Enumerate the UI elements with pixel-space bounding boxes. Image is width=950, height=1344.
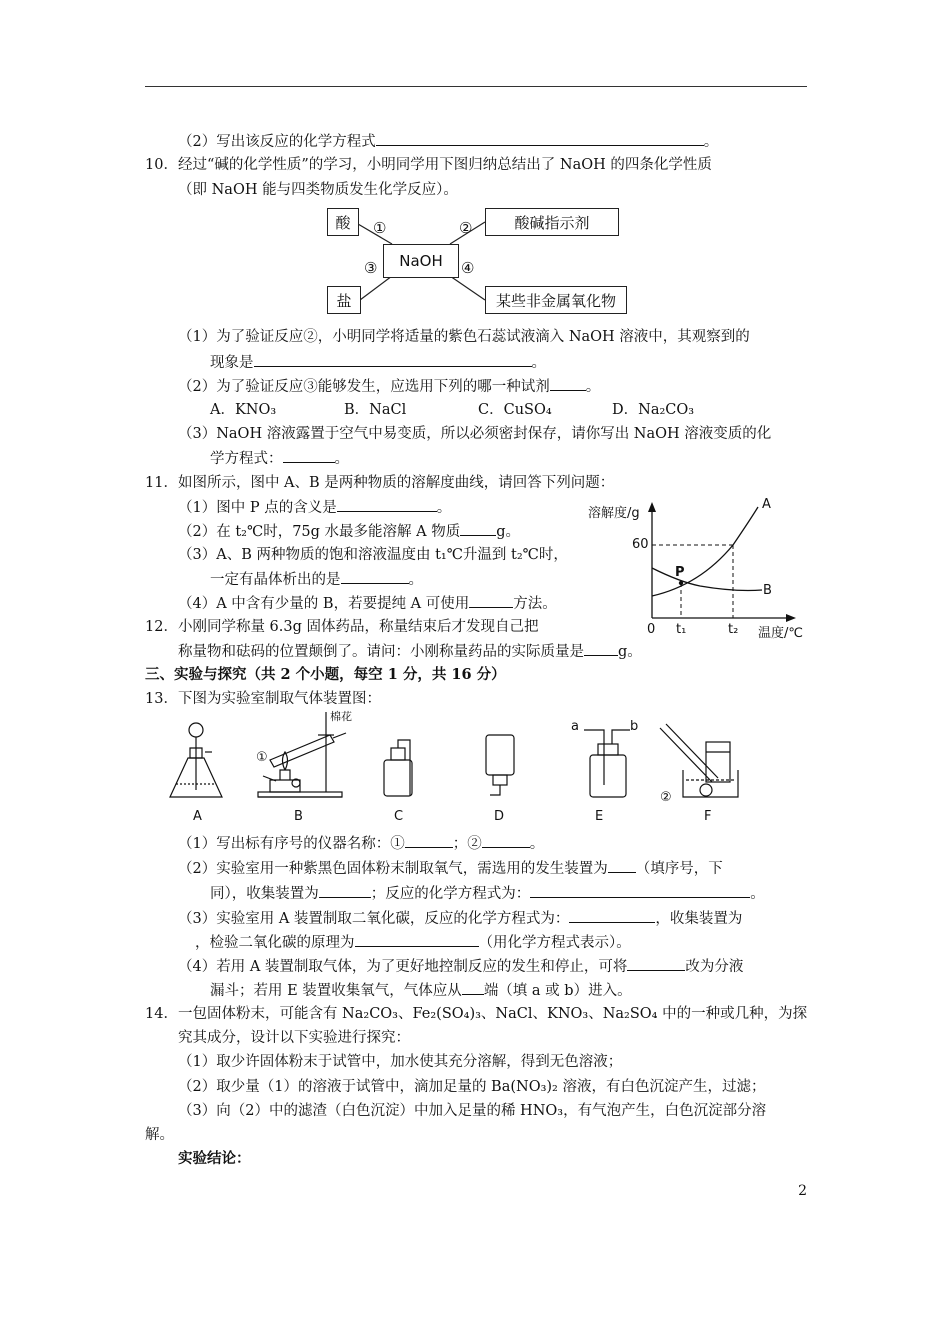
q10-option-a: A．KNO₃: [210, 402, 277, 418]
q13-p2-a: （2）实验室用一种紫黑色固体粉末制取氧气，需选用的发生装置为 （填序号，下: [178, 858, 723, 879]
apparatus-f: [660, 724, 738, 797]
q10-p1-b: 现象是 。: [210, 352, 546, 373]
diagram-acid-box: 酸: [327, 208, 359, 236]
diagram-indicator-box: 酸碱指示剂: [485, 208, 619, 236]
chart-ytick-60: 60: [632, 537, 649, 552]
q13-p2-b: 同），收集装置为 ；反应的化学方程式为： 。: [210, 883, 765, 904]
q10-p2: （2）为了验证反应③能够发生，应选用下列的哪一种试剂 。: [178, 376, 600, 397]
apparatus-d: [486, 735, 514, 795]
apparatus-b: [258, 712, 346, 797]
diagram-number-4: ④: [461, 259, 475, 277]
q11-stem: 11．如图所示，图中 A、B 是两种物质的溶解度曲线，请回答下列问题：: [145, 475, 615, 491]
q11-p2: （2）在 t₂℃时，75g 水最多能溶解 A 物质 g。: [178, 521, 520, 542]
mark-2: ②: [660, 790, 672, 805]
q12-line-2: 称量物和砝码的位置颠倒了。请问：小刚称量药品的实际质量是 g。: [178, 641, 642, 662]
apparatus-a: [170, 723, 222, 797]
q10-p1-a: （1）为了验证反应②，小明同学将适量的紫色石蕊试液滴入 NaOH 溶液中，其观察到的: [178, 329, 750, 345]
page-number: 2: [798, 1183, 807, 1199]
q9-part2: （2）写出该反应的化学方程式 。: [178, 131, 718, 152]
diagram-number-1: ①: [373, 219, 387, 237]
apparatus-label-e: E: [595, 809, 604, 824]
q11-p3-a: （3）A、B 两种物质的饱和溶液温度由 t₁℃升温到 t₂℃时，: [178, 547, 568, 563]
apparatus-e: [584, 730, 630, 797]
cotton-label: 棉花: [330, 710, 352, 723]
q10-stem-1: 10．经过“碱的化学性质”的学习，小明同学用下图归纳总结出了 NaOH 的四条化学性质: [145, 157, 712, 173]
q11-p3-b: 一定有晶体析出的是 。: [210, 569, 423, 590]
q13-p1: （1）写出标有序号的仪器名称：① ；② 。: [178, 833, 544, 854]
q10-p3-a: （3）NaOH 溶液露置于空气中易变质，所以必须密封保存，请你写出 NaOH 溶液变质的化: [178, 426, 772, 442]
apparatus-label-d: D: [494, 809, 505, 824]
mark-1: ①: [256, 750, 268, 765]
q14-step-3-b: 解。: [145, 1127, 174, 1143]
q13-p3-a: （3）实验室用 A 装置制取二氧化碳，反应的化学方程式为： ，收集装置为: [178, 908, 742, 929]
q13-p4-a: （4）若用 A 装置制取气体，为了更好地控制反应的发生和停止，可将 改为分液: [178, 956, 743, 977]
q13-stem: 13．下图为实验室制取气体装置图：: [145, 691, 381, 707]
diagram-number-2: ②: [459, 219, 473, 237]
apparatus-label-f: F: [704, 809, 712, 824]
q10-option-b: B．NaCl: [344, 402, 407, 418]
q10-stem-2: （即 NaOH 能与四类物质发生化学反应）。: [178, 182, 458, 198]
chart-series-a-label: A: [762, 497, 771, 512]
apparatus-label-b: B: [294, 809, 303, 824]
port-a-label: a: [571, 719, 579, 734]
apparatus-label-c: C: [394, 809, 404, 824]
apparatus-c: [384, 740, 412, 796]
q14-conclusion: 实验结论：: [178, 1150, 251, 1167]
chart-ylabel: 溶解度/g: [588, 506, 640, 521]
diagram-oxide-box: 某些非金属氧化物: [485, 286, 627, 314]
chart-xtick-t2: t₂: [728, 622, 739, 637]
q13-p3-b: ，检验二氧化碳的原理为 （用化学方程式表示）。: [195, 932, 631, 953]
chart-origin: 0: [647, 622, 656, 637]
q11-p4: （4）A 中含有少量的 B，若要提纯 A 可使用 方法。: [178, 593, 557, 614]
q10-option-d: D．Na₂CO₃: [612, 402, 695, 418]
chart-series-b-label: B: [763, 583, 772, 598]
diagram-salt-box: 盐: [327, 286, 361, 314]
q11-p1: （1）图中 P 点的含义是 。: [178, 497, 451, 518]
q10-p3-b: 学方程式： 。: [210, 448, 349, 469]
q14-step-1: （1）取少许固体粉末于试管中，加水使其充分溶解，得到无色溶液；: [178, 1054, 623, 1070]
diagram-naoh-box: NaOH: [383, 244, 459, 278]
q13-p4-b: 漏斗；若用 E 装置收集氧气，气体应从 端（填 a 或 b）进入。: [210, 980, 632, 1001]
port-b-label: b: [630, 719, 639, 734]
q14-step-2: （2）取少量（1）的溶液于试管中，滴加足量的 Ba(NO₃)₂ 溶液，有白色沉淀产生，过滤；: [178, 1079, 766, 1095]
q12-line-1: 12．小刚同学称量 6.3g 固体药品，称量结束后才发现自己把: [145, 619, 539, 635]
q14-step-3-a: （3）向（2）中的滤渣（白色沉淀）中加入足量的稀 HNO₃，有气泡产生，白色沉淀部分溶: [178, 1103, 767, 1119]
q14-stem-1: 14．一包固体粉末，可能含有 Na₂CO₃、Fe₂(SO₄)₃、NaCl、KNO₃、Na₂SO₄ 中的一种或几种，为探: [145, 1006, 808, 1022]
diagram-number-3: ③: [364, 259, 378, 277]
apparatus-label-a: A: [193, 809, 202, 824]
q10-option-c: C．CuSO₄: [478, 402, 552, 418]
section-3-title: 三、实验与探究（共 2 个小题，每空 1 分，共 16 分）: [145, 666, 506, 683]
q14-stem-2: 究其成分，设计以下实验进行探究：: [178, 1030, 410, 1046]
chart-xtick-t1: t₁: [676, 622, 687, 637]
chart-point-label: P: [675, 565, 685, 580]
chart-xlabel: 温度/℃: [758, 626, 803, 641]
